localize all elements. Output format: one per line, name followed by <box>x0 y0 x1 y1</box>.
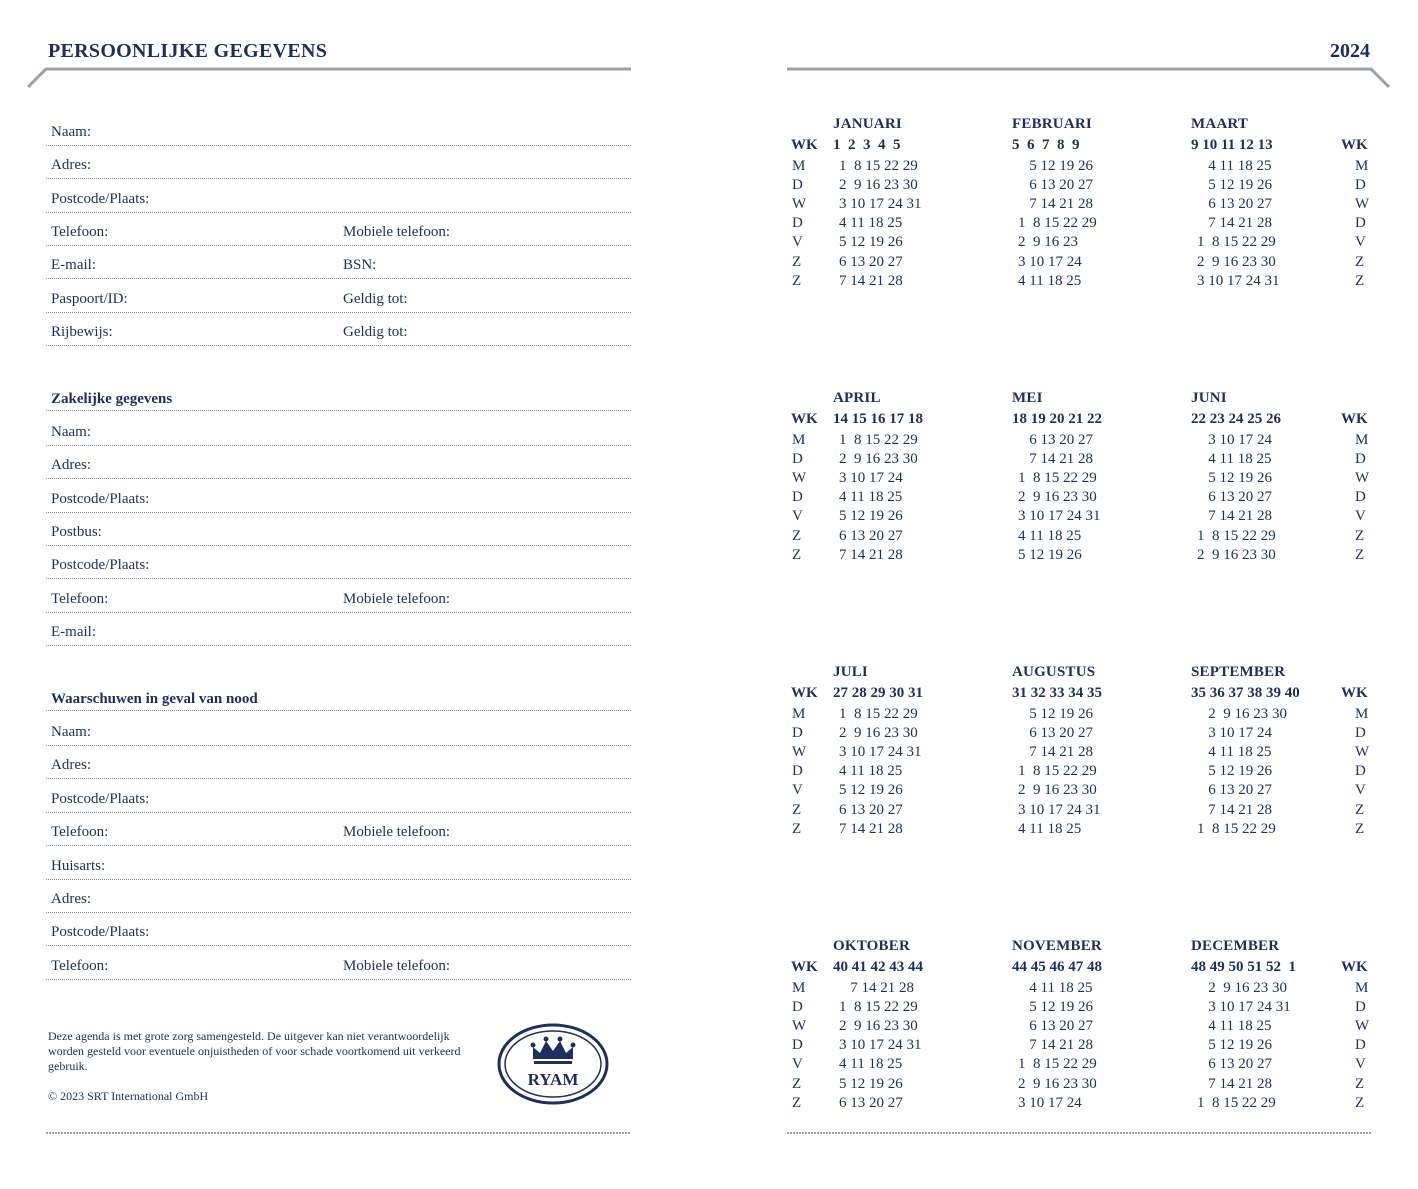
weekday-label: Z <box>792 527 802 544</box>
page-title: PERSOONLIJKE GEGEVENS <box>48 40 328 62</box>
day-row: 3 10 17 24 31 <box>839 196 922 213</box>
day-row: 5 12 19 26 <box>839 234 903 251</box>
week-numbers: 27 28 29 30 31 <box>833 685 923 701</box>
field-label: Telefoon: <box>51 824 109 841</box>
field-label: Adres: <box>51 157 91 174</box>
weekday-label: D <box>1355 177 1366 194</box>
weekday-label: V <box>1355 1056 1366 1073</box>
writing-line[interactable] <box>46 278 631 279</box>
weekday-label: M <box>1355 432 1369 448</box>
day-row: 6 13 20 27 <box>839 801 903 818</box>
weekday-label: M <box>792 158 806 174</box>
weekday-label: Z <box>1355 1094 1365 1111</box>
weekday-label: D <box>792 215 803 232</box>
week-numbers: 1 2 3 4 5 <box>833 137 901 153</box>
day-row: 3 10 17 24 31 <box>1018 508 1101 525</box>
field-label: Rijbewijs: <box>51 323 113 340</box>
disclaimer-text: Deze agenda is met grote zorg samengesteld. De uitgever kan niet verantwoordelijk worden gesteld voor eventuele onjuistheden of voor schade voortkomend uit verkeerd gebruik. <box>48 1029 461 1073</box>
writing-line[interactable] <box>46 545 631 546</box>
day-row: 3 10 17 24 31 <box>839 1037 922 1054</box>
day-row: 6 13 20 27 <box>1197 782 1272 799</box>
weekday-label: Z <box>792 546 802 563</box>
business-section-title: Zakelijke gegevens <box>51 391 173 407</box>
weekday-label: D <box>1355 999 1366 1016</box>
weekday-label: M <box>1355 158 1369 174</box>
crown-seal-icon <box>497 1023 609 1110</box>
weekday-label: Z <box>1355 253 1365 270</box>
day-row: 6 13 20 27 <box>839 527 903 544</box>
weekday-label: D <box>1355 763 1366 780</box>
writing-line[interactable] <box>46 578 631 579</box>
field-label: Postcode/Plaats: <box>51 924 150 941</box>
week-numbers: 31 32 33 34 35 <box>1012 685 1102 701</box>
day-row: 6 13 20 27 <box>1197 489 1272 506</box>
day-row: 5 12 19 26 <box>1197 177 1272 194</box>
day-row: 1 8 15 22 29 <box>839 432 918 448</box>
field-label: Telefoon: <box>51 590 109 607</box>
day-row: 2 9 16 23 30 <box>1018 1075 1097 1092</box>
day-row: 6 13 20 27 <box>1197 1056 1272 1073</box>
day-row: 7 14 21 28 <box>1018 451 1093 468</box>
day-row: 1 8 15 22 29 <box>1018 215 1097 232</box>
weekday-label: V <box>1355 782 1366 799</box>
weekday-label: M <box>1355 706 1369 722</box>
day-row: 2 9 16 23 30 <box>839 177 918 194</box>
day-row: 5 12 19 26 <box>839 782 903 799</box>
day-row: 6 13 20 27 <box>1197 196 1272 213</box>
day-row: 3 10 17 24 <box>1197 725 1272 742</box>
weekday-label: D <box>792 1037 803 1054</box>
day-row: 6 13 20 27 <box>1018 432 1093 448</box>
writing-line[interactable] <box>46 345 631 346</box>
day-row: 5 12 19 26 <box>1197 1037 1272 1054</box>
weekday-label: W <box>792 196 807 213</box>
weekday-label: Z <box>1355 527 1365 544</box>
day-row: 7 14 21 28 <box>1018 744 1093 761</box>
day-row: 1 8 15 22 29 <box>839 158 918 174</box>
weekday-label: Z <box>1355 820 1365 837</box>
day-row: 5 12 19 26 <box>1018 546 1082 563</box>
writing-line[interactable] <box>46 745 631 746</box>
writing-line[interactable] <box>46 945 631 946</box>
day-row: 4 11 18 25 <box>1018 820 1082 837</box>
writing-line[interactable] <box>46 445 631 446</box>
week-numbers: 18 19 20 21 22 <box>1012 411 1102 427</box>
field-label: Naam: <box>51 424 91 440</box>
field-label: Naam: <box>51 724 91 740</box>
day-row: 4 11 18 25 <box>1018 272 1082 289</box>
day-row: 1 8 15 22 29 <box>1197 234 1276 251</box>
weekday-label: W <box>792 1018 807 1035</box>
weekday-label: Z <box>1355 801 1365 818</box>
weekday-label: V <box>792 508 803 525</box>
weekday-label: D <box>792 489 803 506</box>
weekday-label: W <box>1355 1018 1370 1035</box>
day-row: 7 14 21 28 <box>1197 1075 1272 1092</box>
weekday-label: W <box>792 744 807 761</box>
field-label: E-mail: <box>51 623 96 640</box>
writing-line <box>46 410 631 411</box>
day-row: 5 12 19 26 <box>1197 763 1272 780</box>
weekday-label: W <box>1355 744 1370 761</box>
writing-line[interactable] <box>46 245 631 246</box>
wk-label: WK <box>1341 959 1368 975</box>
day-row: 2 9 16 23 30 <box>1197 706 1287 722</box>
weekday-label: D <box>792 451 803 468</box>
emergency-section-title: Waarschuwen in geval van nood <box>51 691 258 707</box>
weekday-label: V <box>792 782 803 799</box>
day-row: 4 11 18 25 <box>839 763 903 780</box>
month-name: AUGUSTUS <box>1012 664 1096 680</box>
day-row: 4 11 18 25 <box>1018 527 1082 544</box>
day-row: 4 11 18 25 <box>839 489 903 506</box>
weekday-label: D <box>1355 215 1366 232</box>
day-row: 3 10 17 24 31 <box>1197 999 1291 1016</box>
svg-text:RYAM: RYAM <box>527 1070 579 1089</box>
field-label: Mobiele telefoon: <box>343 223 451 240</box>
day-row: 2 9 16 23 30 <box>1197 253 1276 270</box>
month-name: SEPTEMBER <box>1191 664 1286 680</box>
month-name: JULI <box>833 664 868 680</box>
field-label: Adres: <box>51 891 91 907</box>
writing-line[interactable] <box>46 845 631 846</box>
day-row: 4 11 18 25 <box>1197 1018 1272 1035</box>
day-row: 2 9 16 23 30 <box>839 451 918 468</box>
week-numbers: 5 6 7 8 9 <box>1012 137 1080 153</box>
day-row: 3 10 17 24 <box>1018 253 1082 270</box>
copyright-text: © 2023 SRT International GmbH <box>48 1089 209 1103</box>
writing-line[interactable] <box>46 145 631 146</box>
day-row: 2 9 16 23 30 <box>1197 980 1287 996</box>
weekday-label: Z <box>792 1075 802 1092</box>
month-name: MAART <box>1191 116 1249 132</box>
field-label: Adres: <box>51 457 91 474</box>
writing-line[interactable] <box>46 912 631 913</box>
field-label: Telefoon: <box>51 957 109 974</box>
day-row: 7 14 21 28 <box>839 272 903 289</box>
weekday-label: Z <box>792 820 802 837</box>
week-numbers: 14 15 16 17 18 <box>833 411 923 427</box>
wk-label: WK <box>791 959 818 975</box>
day-row: 1 8 15 22 29 <box>1197 527 1276 544</box>
weekday-label: D <box>792 177 803 194</box>
field-label: Geldig tot: <box>343 290 408 307</box>
weekday-label: Z <box>792 801 802 818</box>
day-row: 7 14 21 28 <box>839 980 914 996</box>
day-row: 1 8 15 22 29 <box>1018 1056 1097 1073</box>
weekday-label: D <box>1355 451 1366 468</box>
weekday-label: D <box>792 725 803 742</box>
field-label: BSN: <box>343 257 377 274</box>
week-numbers: 48 49 50 51 52 1 <box>1191 959 1296 975</box>
weekday-label: Z <box>792 1094 802 1111</box>
weekday-label: D <box>1355 489 1366 506</box>
field-label: E-mail: <box>51 257 96 274</box>
day-row: 3 10 17 24 <box>839 470 903 487</box>
day-row: 1 8 15 22 29 <box>1197 820 1276 837</box>
day-row: 6 13 20 27 <box>839 1094 903 1111</box>
day-row: 7 14 21 28 <box>839 820 903 837</box>
day-row: 4 11 18 25 <box>1197 451 1272 468</box>
weekday-label: Z <box>792 253 802 270</box>
week-numbers: 40 41 42 43 44 <box>833 959 923 975</box>
weekday-label: V <box>792 1056 803 1073</box>
day-row: 1 8 15 22 29 <box>1018 763 1097 780</box>
writing-line[interactable] <box>46 212 631 213</box>
writing-line[interactable] <box>46 312 631 313</box>
field-label: Postcode/Plaats: <box>51 490 150 507</box>
wk-label: WK <box>1341 685 1368 701</box>
day-row: 6 13 20 27 <box>1018 725 1093 742</box>
day-row: 1 8 15 22 29 <box>839 706 918 722</box>
writing-line[interactable] <box>46 879 631 880</box>
month-name: JUNI <box>1191 390 1227 406</box>
year-title: 2024 <box>1330 40 1370 62</box>
wk-label: WK <box>791 685 818 701</box>
day-row: 1 8 15 22 29 <box>839 999 918 1016</box>
day-row: 2 9 16 23 30 <box>839 725 918 742</box>
field-label: Telefoon: <box>51 223 109 240</box>
writing-line[interactable] <box>46 512 631 513</box>
weekday-label: V <box>1355 508 1366 525</box>
writing-line[interactable] <box>46 645 631 646</box>
field-label: Postbus: <box>51 523 102 540</box>
month-name: APRIL <box>833 390 881 406</box>
month-name: JANUARI <box>833 116 902 132</box>
writing-line[interactable] <box>46 979 631 980</box>
day-row: 5 12 19 26 <box>839 1075 903 1092</box>
day-row: 3 10 17 24 31 <box>1197 272 1280 289</box>
writing-line[interactable] <box>46 178 631 179</box>
field-label: Postcode/Plaats: <box>51 557 150 574</box>
day-row: 7 14 21 28 <box>1197 801 1272 818</box>
day-row: 7 14 21 28 <box>1018 1037 1093 1054</box>
weekday-label: W <box>1355 196 1370 213</box>
weekday-label: Z <box>792 272 802 289</box>
day-row: 3 10 17 24 31 <box>839 744 922 761</box>
day-row: 3 10 17 24 <box>1018 1094 1082 1111</box>
weekday-label: D <box>792 763 803 780</box>
wk-label: WK <box>791 137 818 153</box>
wk-label: WK <box>791 411 818 427</box>
weekday-label: D <box>792 999 803 1016</box>
day-row: 4 11 18 25 <box>839 1056 903 1073</box>
weekday-label: V <box>792 234 803 251</box>
weekday-label: M <box>792 980 806 996</box>
field-label: Naam: <box>51 124 91 140</box>
weekday-label: W <box>1355 470 1370 487</box>
week-numbers: 35 36 37 38 39 40 <box>1191 685 1300 701</box>
day-row: 2 9 16 23 30 <box>839 1018 918 1035</box>
weekday-label: Z <box>1355 546 1365 563</box>
day-row: 2 9 16 23 <box>1018 234 1078 251</box>
weekday-label: Z <box>1355 272 1365 289</box>
day-row: 4 11 18 25 <box>839 215 903 232</box>
weekday-label: D <box>1355 1037 1366 1054</box>
field-label: Adres: <box>51 757 91 774</box>
week-numbers: 9 10 11 12 13 <box>1191 137 1273 153</box>
weekday-label: M <box>1355 980 1369 996</box>
field-label: Mobiele telefoon: <box>343 824 451 841</box>
day-row: 4 11 18 25 <box>1197 744 1272 761</box>
day-row: 5 12 19 26 <box>1018 999 1093 1016</box>
field-label: Mobiele telefoon: <box>343 590 451 607</box>
day-row: 2 9 16 23 30 <box>1018 489 1097 506</box>
weekday-label: V <box>1355 234 1366 251</box>
day-row: 5 12 19 26 <box>1018 706 1093 722</box>
day-row: 7 14 21 28 <box>839 546 903 563</box>
writing-line <box>46 710 631 711</box>
field-label: Postcode/Plaats: <box>51 190 150 207</box>
month-name: DECEMBER <box>1191 938 1280 954</box>
day-row: 6 13 20 27 <box>1018 1018 1093 1035</box>
day-row: 6 13 20 27 <box>839 253 903 270</box>
day-row: 2 9 16 23 30 <box>1197 546 1276 563</box>
month-name: NOVEMBER <box>1012 938 1102 954</box>
day-row: 2 9 16 23 30 <box>1018 782 1097 799</box>
field-label: Mobiele telefoon: <box>343 957 451 974</box>
writing-line[interactable] <box>46 778 631 779</box>
writing-line[interactable] <box>46 478 631 479</box>
day-row: 7 14 21 28 <box>1018 196 1093 213</box>
field-label: Huisarts: <box>51 857 106 874</box>
writing-line[interactable] <box>46 812 631 813</box>
day-row: 6 13 20 27 <box>1018 177 1093 194</box>
weekday-label: D <box>1355 725 1366 742</box>
weekday-label: M <box>792 706 806 722</box>
day-row: 1 8 15 22 29 <box>1018 470 1097 487</box>
day-row: 7 14 21 28 <box>1197 215 1272 232</box>
day-row: 3 10 17 24 31 <box>1018 801 1101 818</box>
day-row: 4 11 18 25 <box>1197 158 1272 174</box>
day-row: 7 14 21 28 <box>1197 508 1272 525</box>
weekday-label: M <box>792 432 806 448</box>
week-numbers: 44 45 46 47 48 <box>1012 959 1102 975</box>
day-row: 5 12 19 26 <box>1018 158 1093 174</box>
day-row: 4 11 18 25 <box>1018 980 1093 996</box>
field-label: Paspoort/ID: <box>51 290 128 307</box>
wk-label: WK <box>1341 411 1368 427</box>
field-label: Geldig tot: <box>343 323 408 340</box>
day-row: 3 10 17 24 <box>1197 432 1272 448</box>
month-name: FEBRUARI <box>1012 116 1092 132</box>
day-row: 1 8 15 22 29 <box>1197 1094 1276 1111</box>
writing-line[interactable] <box>46 612 631 613</box>
day-row: 5 12 19 26 <box>839 508 903 525</box>
day-row: 5 12 19 26 <box>1197 470 1272 487</box>
field-label: Postcode/Plaats: <box>51 790 150 807</box>
week-numbers: 22 23 24 25 26 <box>1191 411 1281 427</box>
month-name: MEI <box>1012 390 1043 406</box>
wk-label: WK <box>1341 137 1368 153</box>
month-name: OKTOBER <box>833 938 910 954</box>
weekday-label: W <box>792 470 807 487</box>
weekday-label: Z <box>1355 1075 1365 1092</box>
